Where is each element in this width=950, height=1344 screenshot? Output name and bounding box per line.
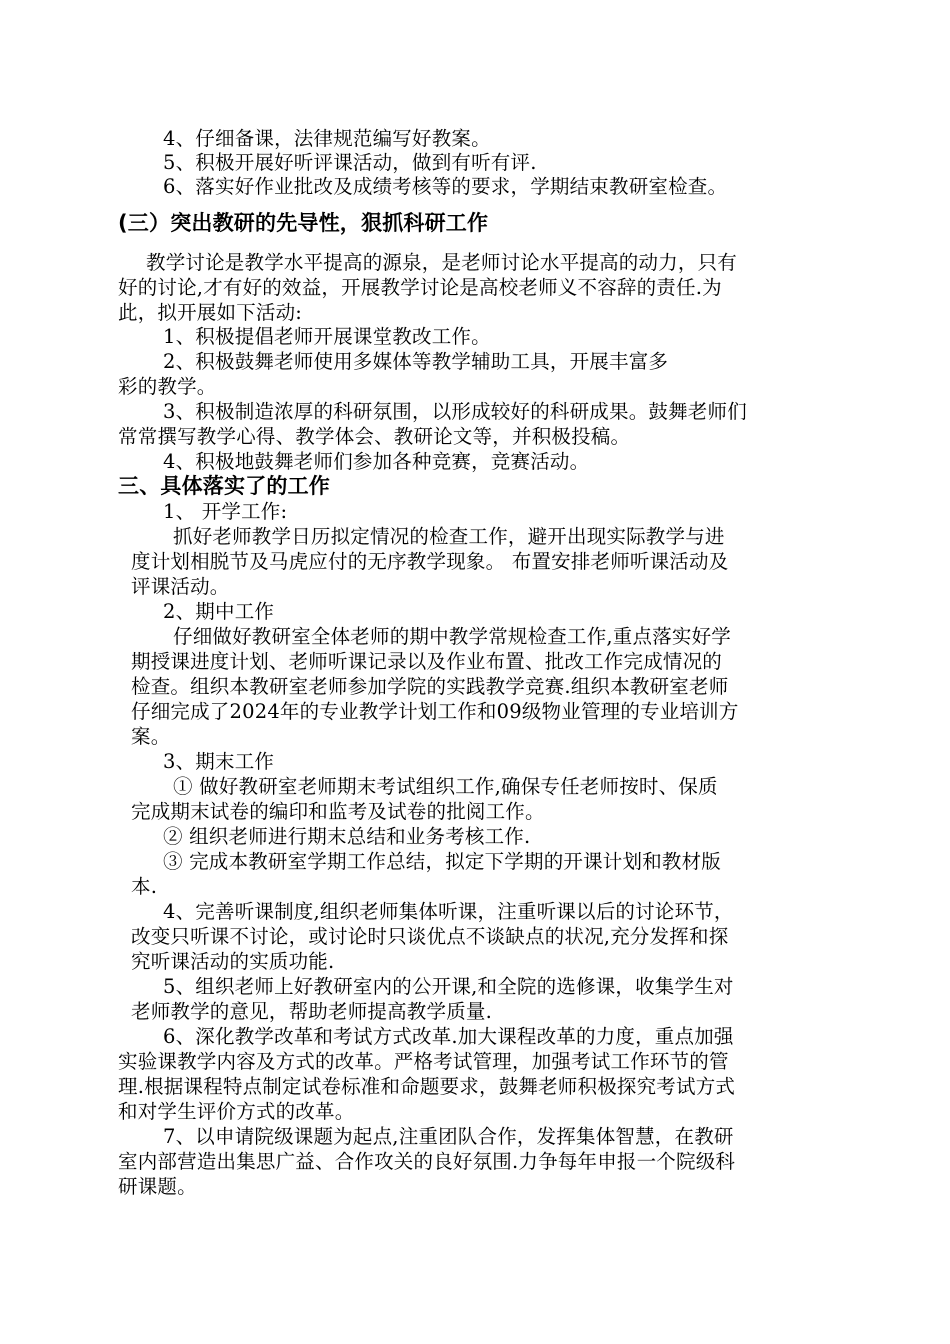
paragraph-line: 5、组织老师上好教研室内的公开课,和全院的选修课，收集学生对 [163,975,734,998]
section-heading: (三）突出教研的先导性，狠抓科研工作 [118,211,489,235]
paragraph-line: ③ 完成本教研室学期工作总结，拟定下学期的开课计划和教材版 [163,850,721,873]
paragraph-line: 研课题。 [118,1175,197,1198]
paragraph-line: 7、以申请院级课题为起点,注重团队合作，发挥集体智慧，在教研 [163,1125,734,1148]
paragraph-line: 和对学生评价方式的改革。 [118,1100,355,1123]
subsection-title: 3、期末工作 [163,750,275,773]
paragraph-line: 6、深化教学改革和考试方式改革.加大课程改革的力度，重点加强 [163,1025,734,1048]
paragraph-line: 教学讨论是教学水平提高的源泉，是老师讨论水平提高的动力，只有 [146,251,738,274]
list-item: 彩的教学。 [118,375,217,398]
list-item: 4、积极地鼓舞老师们参加各种竞赛，竞赛活动。 [163,450,590,473]
paragraph-line: 究听课活动的实质功能. [131,950,335,973]
paragraph-line: 期授课进度计划、老师听课记录以及作业布置、批改工作完成情况的 [131,650,723,673]
paragraph-line: ② 组织老师进行期末总结和业务考核工作. [163,825,531,848]
paragraph-line: 评课活动。 [131,575,230,598]
paragraph-line: 改变只听课不讨论，或讨论时只谈优点不谈缺点的状况,充分发挥和探 [131,925,729,948]
list-item: 常常撰写教学心得、教学体会、教研论文等，并积极投稿。 [118,425,631,448]
paragraph-line: 仔细完成了2024年的专业教学计划工作和09级物业管理的专业培训方 [131,700,739,723]
paragraph-line: ① 做好教研室老师期末考试组织工作,确保专任老师按时、保质 [173,775,718,798]
paragraph-line: 好的讨论,才有好的效益，开展教学讨论是高校老师义不容辞的责任.为 [118,276,722,299]
paragraph-line: 实验课教学内容及方式的改革。严格考试管理，加强考试工作环节的管 [118,1050,729,1073]
subsection-title: 2、期中工作 [163,600,275,623]
paragraph-line: 老师教学的意见，帮助老师提高教学质量. [131,1000,492,1023]
list-item: 4、仔细备课，法律规范编写好教案。 [163,127,491,150]
paragraph-line: 度计划相脱节及马虎应付的无序教学现象。 布置安排老师听课活动及 [131,550,729,573]
paragraph-line: 检查。组织本教研室老师参加学院的实践教学竞赛.组织本教研室老师 [131,675,729,698]
paragraph-line: 完成期末试卷的编印和监考及试卷的批阅工作。 [131,800,545,823]
list-item: 2、积极鼓舞老师使用多媒体等教学辅助工具，开展丰富多 [163,350,669,373]
paragraph-line: 4、完善听课制度,组织老师集体听课，注重听课以后的讨论环节， [163,900,734,923]
paragraph-line: 抓好老师教学日历拟定情况的检查工作，避开出现实际教学与进 [173,525,725,548]
paragraph-line: 案。 [131,725,171,748]
list-item: 3、积极制造浓厚的科研氛围，以形成较好的科研成果。鼓舞老师们 [163,400,747,423]
list-item: 1、积极提倡老师开展课堂教改工作。 [163,325,491,348]
paragraph-line: 理.根据课程特点制定试卷标准和命题要求，鼓舞老师积极探究考试方式 [118,1075,736,1098]
section-heading: 三、具体落实了的工作 [118,474,330,498]
paragraph-line: 此，拟开展如下活动: [118,301,303,324]
list-item: 6、落实好作业批改及成绩考核等的要求，学期结束教研室检查。 [163,175,728,198]
paragraph-line: 仔细做好教研室全体老师的期中教学常规检查工作,重点落实好学 [173,625,731,648]
subsection-title: 1、 开学工作: [163,500,288,523]
list-item: 5、积极开展好听评课活动，做到有听有评. [163,151,537,174]
paragraph-line: 本. [131,875,158,898]
paragraph-line: 室内部营造出集思广益、合作攻关的良好氛围.力争每年申报一个院级科 [118,1150,736,1173]
